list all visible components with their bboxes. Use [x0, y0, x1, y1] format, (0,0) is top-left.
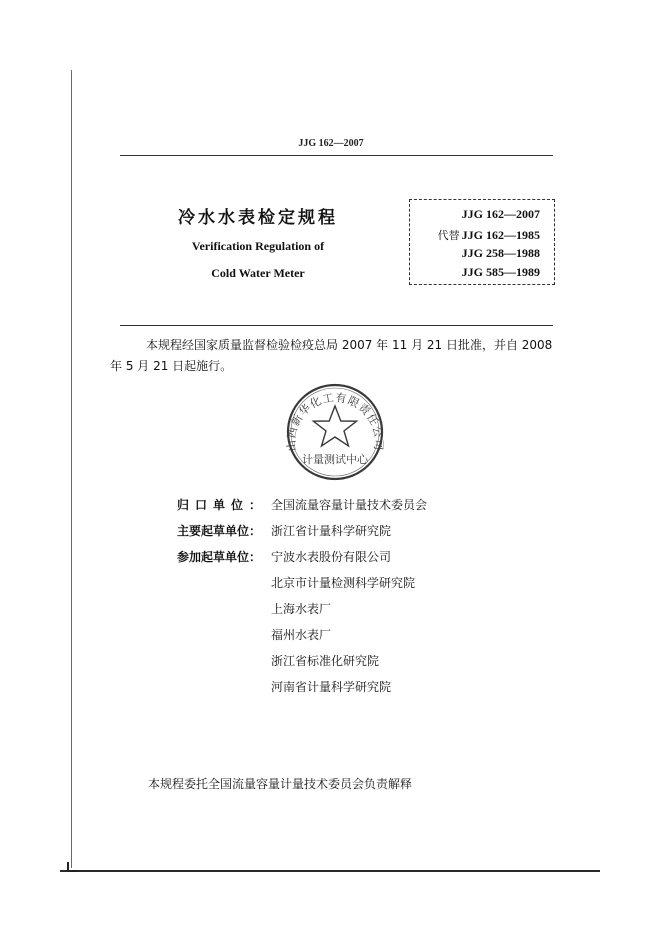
scan-bottom-line [60, 870, 600, 872]
seal-ring-text: 山西新华化工有限责任公司 [284, 391, 386, 452]
participant-unit: 福州水表厂 [271, 628, 332, 642]
standard-code-box [409, 199, 555, 285]
replaced-code-line-1 [438, 227, 540, 243]
official-seal [275, 380, 395, 485]
header-standard-code: JJG 162—2007 [298, 138, 364, 149]
main-drafter-label: 主要起草单位： [177, 524, 262, 538]
replaced-code-line-3: JJG 585—1989 [461, 265, 540, 279]
scan-margin-line [71, 70, 72, 868]
replaces-label: 代替 [437, 229, 460, 242]
replaced-code: JJG 162—1985 [461, 228, 540, 242]
participant-unit: 北京市计量检测科学研究院 [271, 576, 416, 590]
title-english-line1: Verification Regulation of [191, 239, 325, 253]
seal-bottom-text: 计量测试中心 [302, 453, 368, 466]
participant-unit: 浙江省标准化研究院 [271, 654, 380, 668]
seal-star-icon [313, 406, 356, 446]
main-drafter-value: 浙江省计量科学研究院 [271, 524, 392, 538]
participant-unit: 宁波水表股份有限公司 [271, 550, 392, 564]
interpretation-note: 本规程委托全国流量容量计量技术委员会负责解释 [148, 777, 413, 791]
participants-label: 参加起草单位： [177, 550, 262, 564]
replaced-code-line-2: JJG 258—1988 [461, 246, 540, 260]
title-english-line2: Cold Water Meter [211, 266, 305, 280]
approval-statement: 本规程经国家质量监督检验检疫总局 2007 年 11 月 21 日批准，并自 2008 年 5 月 21 日起施行。 [110, 338, 553, 373]
participant-unit: 河南省计量科学研究院 [271, 680, 392, 694]
header-rule [120, 155, 553, 156]
responsible-unit-value: 全国流量容量计量技术委员会 [271, 498, 428, 512]
section-rule [120, 325, 553, 326]
participant-unit: 上海水表厂 [271, 602, 332, 616]
responsible-unit-label: 归口单位： [177, 498, 268, 512]
current-code: JJG 162—2007 [461, 207, 540, 221]
title-chinese: 冷水水表检定规程 [178, 208, 338, 228]
scan-corner-mark [67, 862, 79, 872]
